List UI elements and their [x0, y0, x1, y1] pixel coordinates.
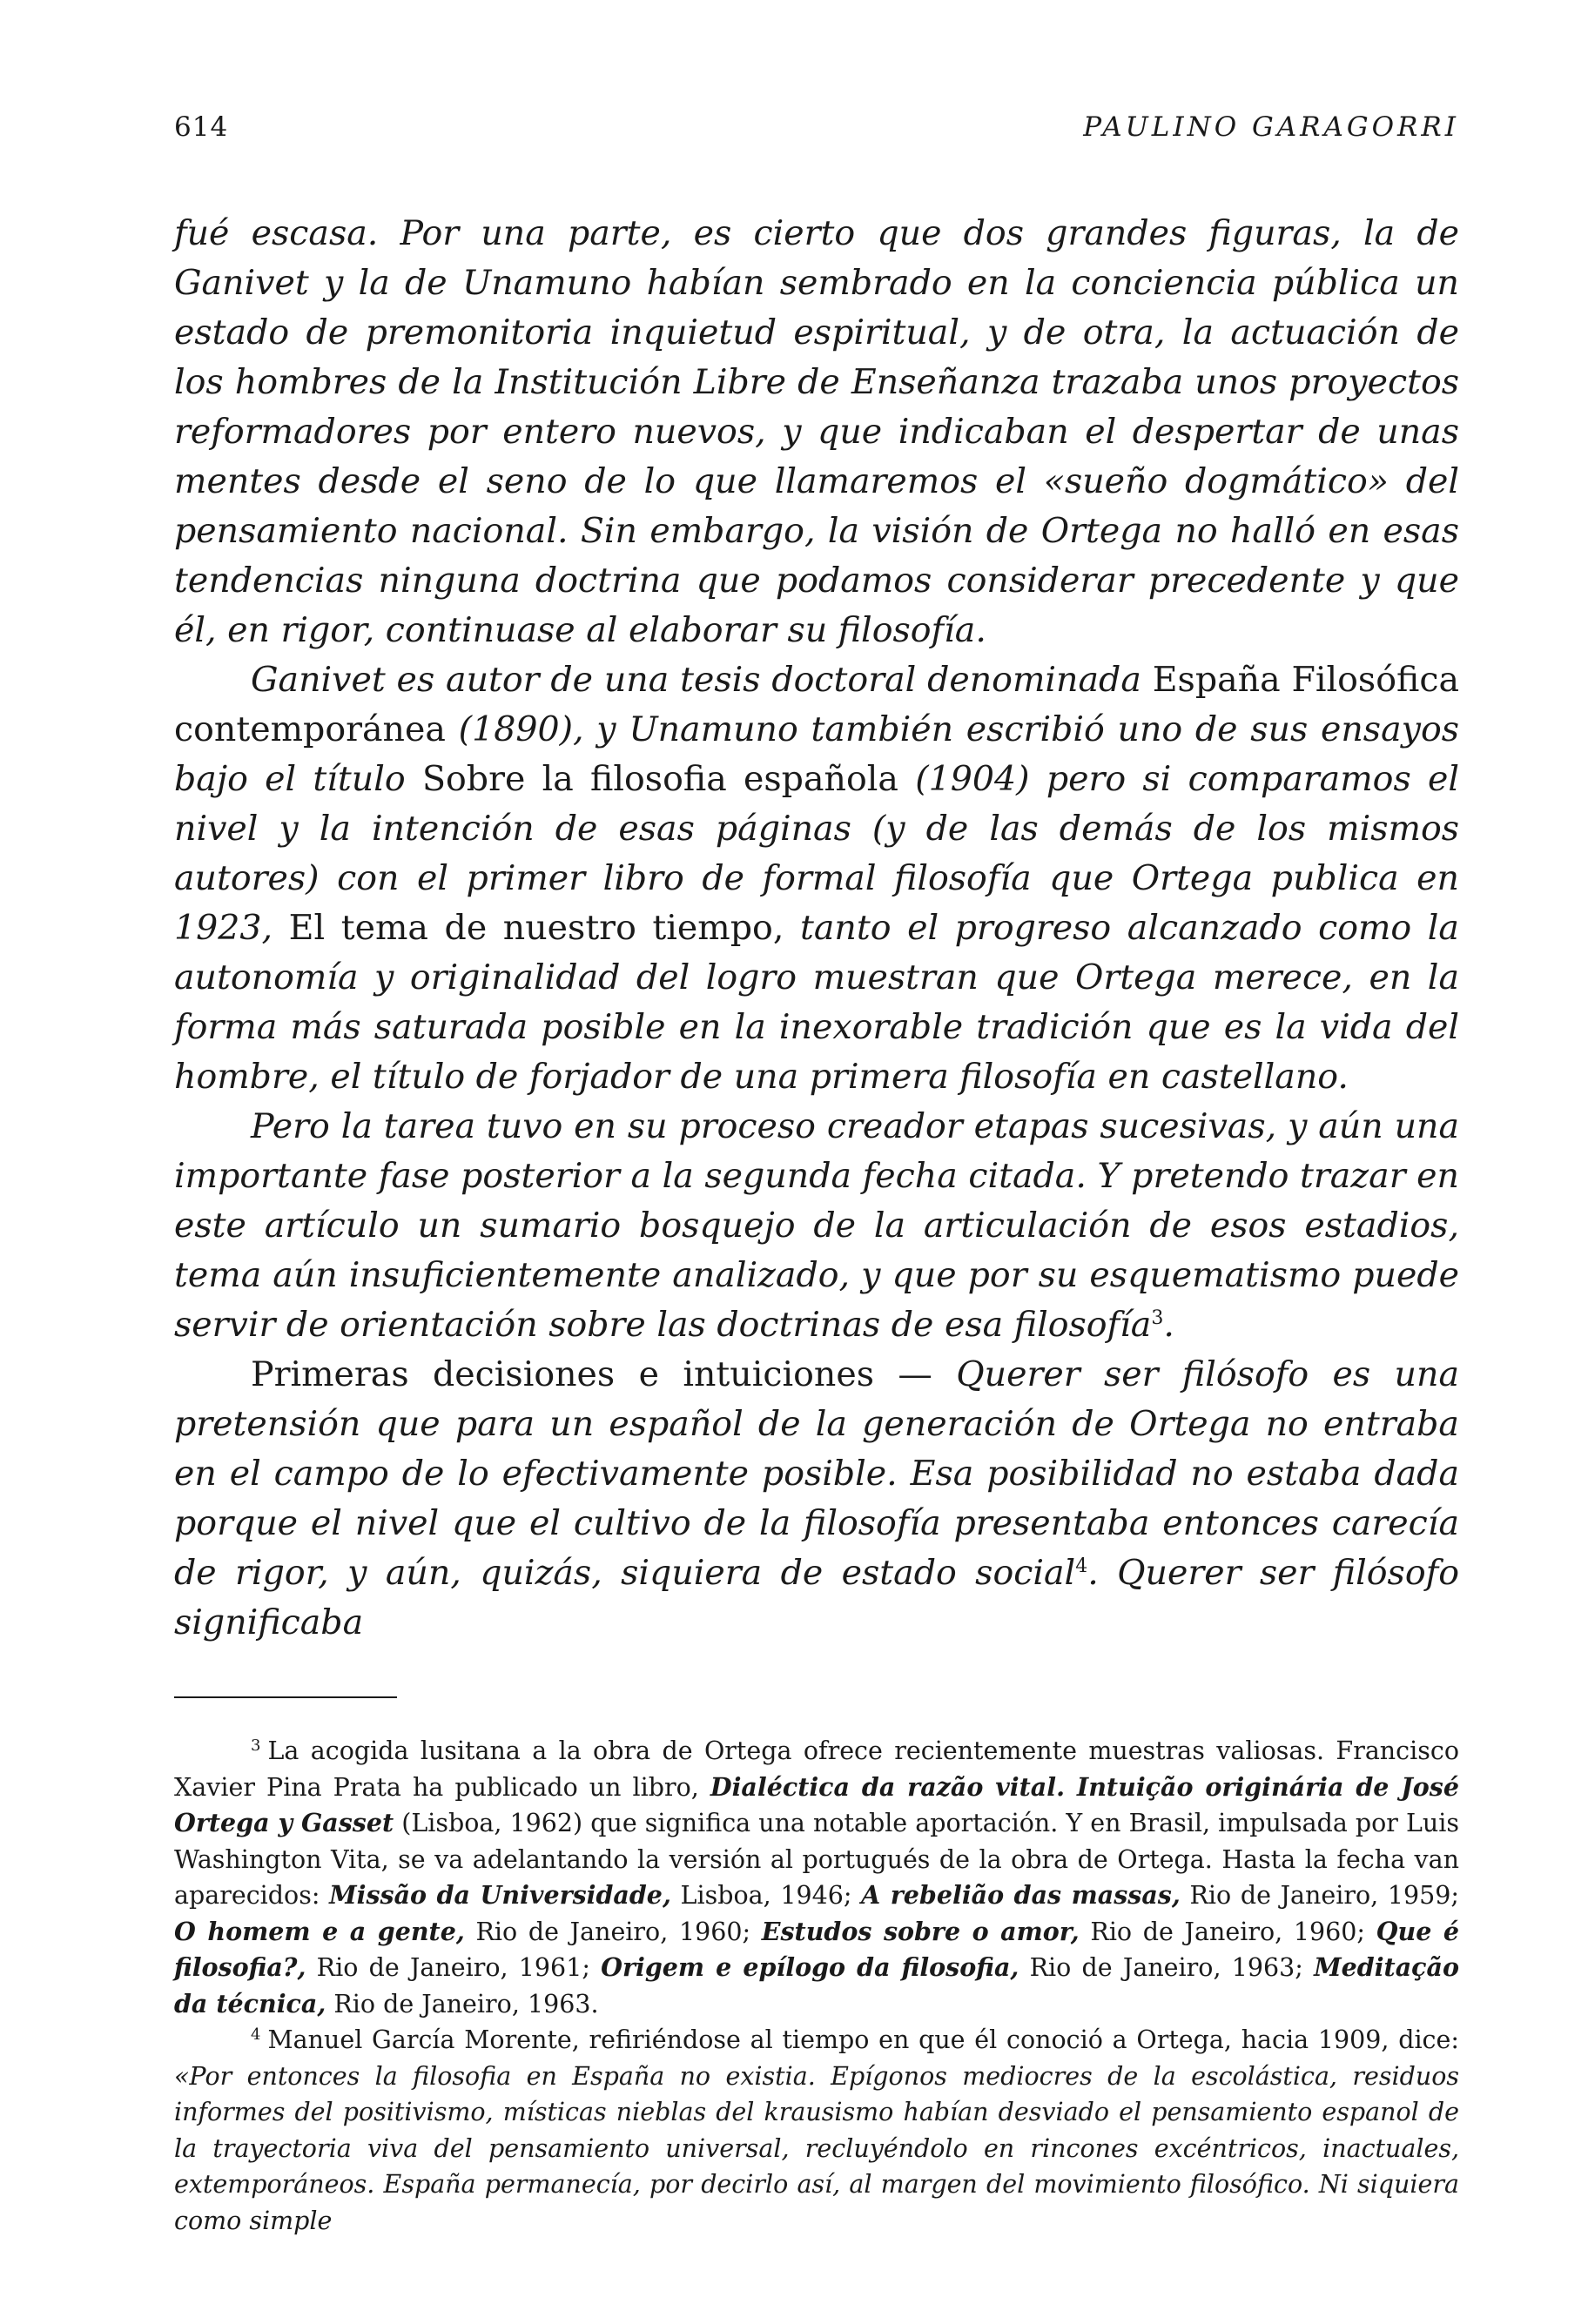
- footnote-4-quote: «Por entonces la filosofia en España no existia. Epígonos mediocres de la escolástica, residuos informes del positivismo, místicas nieblas del krausismo habían desviado el pensamiento espanol de la trayectoria viva del pensamiento universal, recluyéndolo en rincones excéntricos, inactuales, extemporáneos. España permanecía, por decirlo así, al margen del movimiento filosófico. Ni siquiera como simple: [174, 2061, 1459, 2235]
- paragraph-4-text: Querer ser filósofo es una pretensión que para un español de la generación de Ortega no entraba en el campo de lo efectivamente posible. Esa posibilidad no estaba dada porque el nivel que el cultivo de la filosofía presentaba entonces carecía de rigor, y aún, quizás, siquiera de estado social: [174, 1354, 1459, 1593]
- main-text: [174, 209, 1459, 1648]
- footnote-divider: [174, 1696, 397, 1698]
- footnote-3-title-6: Que é filosofia?,: [174, 1916, 1460, 1982]
- footnote-3-title-8: Meditação da técnica,: [174, 1952, 1460, 2018]
- running-head-author: PAULINO GARAGORRI: [1083, 111, 1459, 143]
- paragraph-2-part-c: (1890), y Unamuno también escribió uno de sus ensayos bajo el título: [174, 709, 1459, 799]
- paragraph-3-end: .: [1163, 1305, 1174, 1345]
- footnote-3-text-3: Lisboa, 1946;: [680, 1881, 852, 1910]
- book-title-sobre-la-filosofia: Sobre la filosofia española: [421, 759, 898, 799]
- footnote-3-text-8: Rio de Janeiro, 1963;: [1029, 1953, 1303, 1982]
- book-title-espana-filosofica: España Filosófica contemporánea: [174, 660, 1459, 749]
- footnotes: [174, 1733, 1459, 2239]
- footnote-3-title-1: Dialéctica da razão vital. Intuição originária de José Ortega y Gasset: [174, 1771, 1459, 1837]
- paragraph-3-text: Pero la tarea tuvo en su proceso creador etapas sucesivas, y aún una importante fase posterior a la segunda fecha citada. Y pretendo trazar en este artículo un sumario bosquejo de la articulación de esos estadios, tema aún insuficientemente analizado, y que por su esquematismo puede servir de orientación sobre las doctrinas de esa filosofía: [174, 1106, 1459, 1345]
- footnote-3-number: 3: [251, 1736, 261, 1755]
- paragraph-3: [174, 1102, 1459, 1350]
- footnote-3-text-4: Rio de Janeiro, 1959;: [1189, 1881, 1460, 1910]
- footnote-3-text-6: Rio de Janeiro, 1960;: [1090, 1917, 1365, 1946]
- footnote-3-text-1: La acogida lusitana a la obra de Ortega ofrece recientemente muestras valiosas. Francisco Xavier Pina Prata ha publicado un libro,: [174, 1736, 1459, 1802]
- footnote-3-title-3: A rebelião das massas,: [861, 1880, 1181, 1910]
- footnote-4: [174, 2022, 1459, 2239]
- footnote-3-title-5: Estudos sobre o amor,: [761, 1916, 1080, 1946]
- page-number: 614: [174, 111, 229, 143]
- paragraph-2-part-e: (1904) pero si comparamos el nivel y la intención de esas páginas (y de las demás de los mismos autores) con el primer libro de formal filosofía que Ortega publica en 1923,: [174, 759, 1460, 948]
- paragraph-2-part-a: Ganivet es autor de una tesis doctoral denominada: [251, 660, 1141, 700]
- footnote-4-number: 4: [251, 2025, 261, 2044]
- paragraph-4-end: . Querer ser filósofo significaba: [174, 1553, 1459, 1642]
- footnote-3-text-7: Rio de Janeiro, 1961;: [316, 1953, 590, 1982]
- running-header: [174, 111, 1459, 164]
- section-heading: Primeras decisiones e intuiciones: [251, 1354, 874, 1394]
- footnote-3-text-2: (Lisboa, 1962) que significa una notable aportación. Y en Brasil, impulsada por Luis Washington Vita, se va adelantando la versión al portugués de la obra de Ortega. Hasta la fecha van aparecidos:: [174, 1809, 1459, 1910]
- paragraph-1: fué escasa. Por una parte, es cierto que dos grandes figuras, la de Ganivet y la de Unamuno habían sembrado en la conciencia pública un estado de premonitoria inquietud espiritual, y de otra, la actuación de los hombres de la Institución Libre de Enseñanza trazaba unos proyectos reformadores por entero nuevos, y que indicaban el despertar de unas mentes desde el seno de lo que llamaremos el «sueño dogmático» del pensamiento nacional. Sin embargo, la visión de Ortega no halló en esas tendencias ninguna doctrina que podamos considerar precedente y que él, en rigor, continuase al elaborar su filosofía.: [174, 213, 1459, 650]
- footnote-3-title-2: Missão da Universidade,: [329, 1880, 671, 1910]
- footnote-ref-4[interactable]: 4: [1075, 1555, 1088, 1577]
- footnote-3-title-7: Origem e epílogo da filosofia,: [601, 1952, 1019, 1982]
- footnote-3-text-9: Rio de Janeiro, 1963.: [333, 1989, 599, 2018]
- book-title-el-tema: El tema de nuestro tiempo,: [288, 908, 784, 948]
- paragraph-2-part-g: tanto el progreso alcanzado como la autonomía y originalidad del logro muestran que Ortega merece, en la forma más saturada posible en la inexorable tradición que es la vida del hombre, el título de forjador de una primera filosofía en castellano.: [174, 908, 1459, 1097]
- footnote-3-title-4: O homem e a gente,: [174, 1916, 465, 1946]
- heading-dash: —: [874, 1354, 957, 1394]
- footnote-3: [174, 1733, 1459, 2022]
- footnote-3-text-5: Rio de Janeiro, 1960;: [475, 1917, 751, 1946]
- paragraph-4: [174, 1350, 1459, 1648]
- paragraph-2: [174, 655, 1459, 1102]
- footnote-4-text-1: Manuel García Morente, refiriéndose al tiempo en que él conoció a Ortega, hacia 1909, dice:: [267, 2025, 1459, 2054]
- footnote-ref-3[interactable]: 3: [1151, 1306, 1164, 1329]
